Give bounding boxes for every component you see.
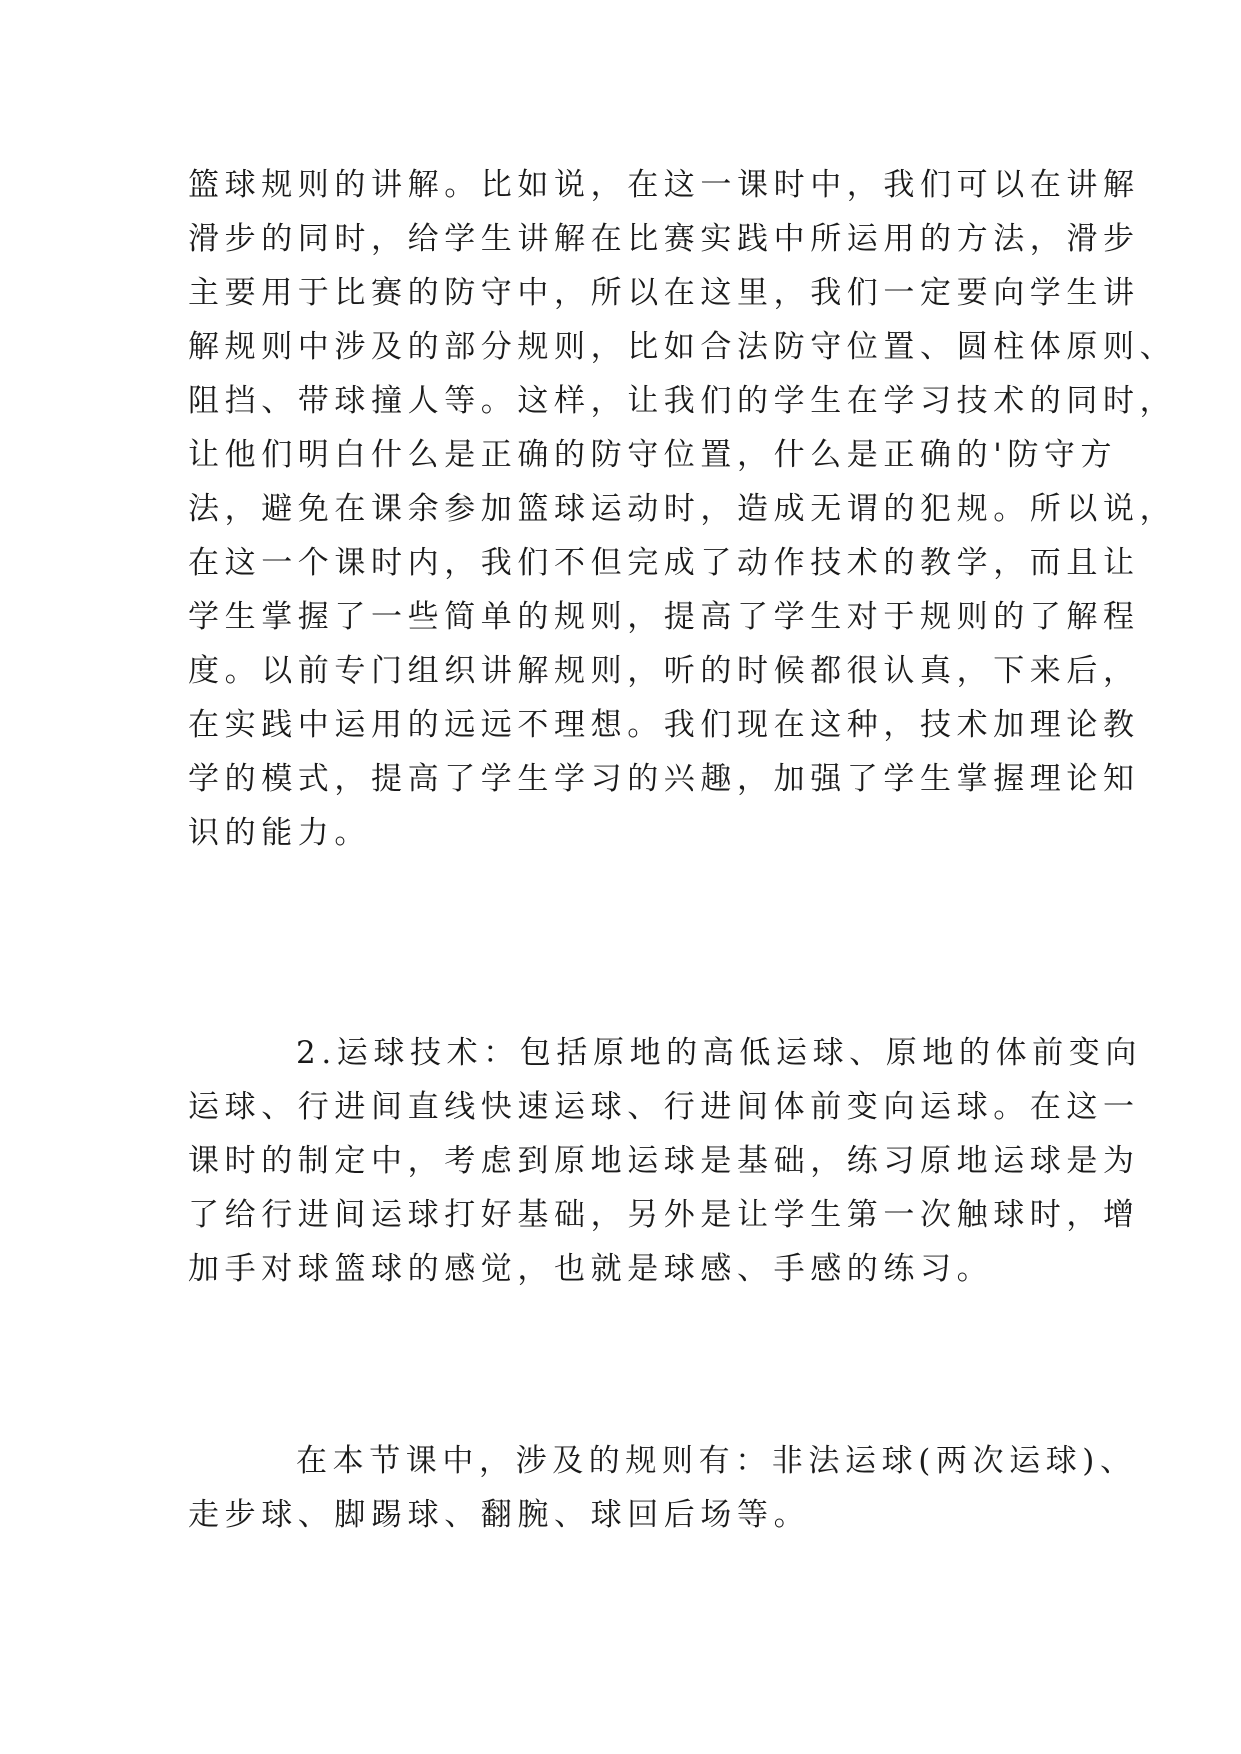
paragraph-line: 阻挡、带球撞人等。这样，让我们的学生在学习技术的同时，	[188, 383, 1177, 419]
paragraph-line: 课时的制定中，考虑到原地运球是基础，练习原地运球是为	[188, 1143, 1140, 1179]
paragraph-line: 2.运球技术：包括原地的高低运球、原地的体前变向	[296, 1035, 1142, 1071]
paragraph-line: 篮球规则的讲解。比如说，在这一课时中，我们可以在讲解	[188, 167, 1140, 203]
paragraph-line: 学生掌握了一些简单的规则，提高了学生对于规则的了解程	[188, 599, 1140, 635]
paragraph-line: 解规则中涉及的部分规则，比如合法防守位置、圆柱体原则、	[188, 329, 1177, 365]
paragraph-line: 在本节课中，涉及的规则有：非法运球(两次运球)、	[296, 1443, 1137, 1479]
paragraph-line: 学的模式，提高了学生学习的兴趣，加强了学生掌握理论知	[188, 761, 1140, 797]
paragraph-line: 加手对球篮球的感觉，也就是球感、手感的练习。	[188, 1251, 994, 1287]
paragraph-line: 识的能力。	[188, 815, 371, 851]
paragraph-line: 让他们明白什么是正确的防守位置，什么是正确的'防守方	[188, 437, 1118, 473]
paragraph-line: 在这一个课时内，我们不但完成了动作技术的教学，而且让	[188, 545, 1140, 581]
paragraph-line: 走步球、脚踢球、翻腕、球回后场等。	[188, 1497, 811, 1533]
paragraph-line: 主要用于比赛的防守中，所以在这里，我们一定要向学生讲	[188, 275, 1140, 311]
paragraph-line: 运球、行进间直线快速运球、行进间体前变向运球。在这一	[188, 1089, 1140, 1125]
paragraph-line: 法，避免在课余参加篮球运动时，造成无谓的犯规。所以说，	[188, 491, 1177, 527]
paragraph-line: 度。以前专门组织讲解规则，听的时候都很认真，下来后，	[188, 653, 1140, 689]
paragraph-line: 在实践中运用的远远不理想。我们现在这种，技术加理论教	[188, 707, 1140, 743]
paragraph-line: 滑步的同时，给学生讲解在比赛实践中所运用的方法，滑步	[188, 221, 1140, 257]
paragraph-line: 了给行进间运球打好基础，另外是让学生第一次触球时，增	[188, 1197, 1140, 1233]
